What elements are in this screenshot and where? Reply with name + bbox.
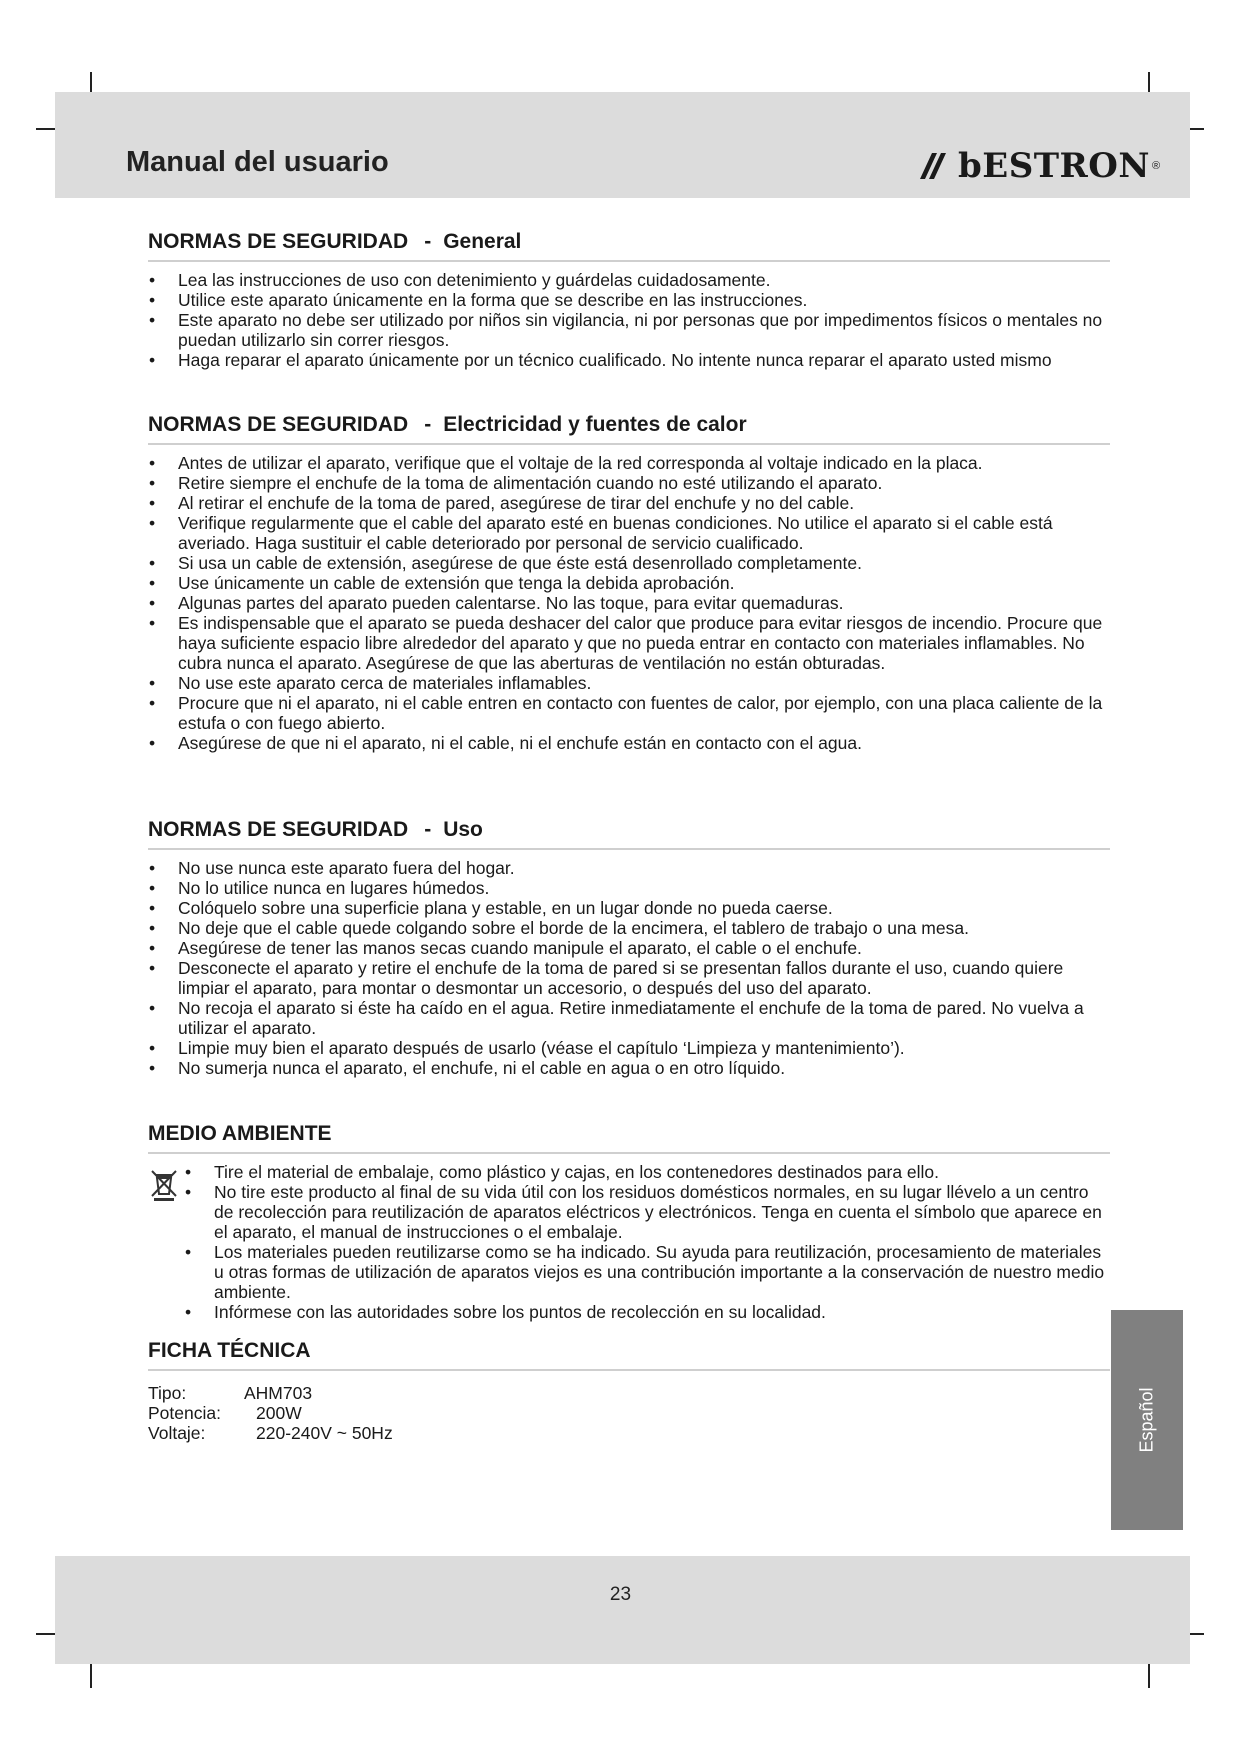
spec-value: AHM703 xyxy=(244,1383,313,1403)
list-item: • Es indispensable que el aparato se pueda deshacer del calor que produce para evitar riesgos de incendio. Procure que haya suficiente espacio libre alrededor del aparato y que no pueda entrar en contacto con materiales inflamables. No cubra nunca el aparato. Asegúrese de que las aberturas de ventilación no están obturadas. xyxy=(148,613,1110,673)
spec-row xyxy=(148,1403,1110,1423)
list-item: • Tire el material de embalaje, como plástico y cajas, en los contenedores destinados para ello. xyxy=(184,1162,1110,1182)
spec-label: Potencia: xyxy=(148,1403,221,1423)
list-item: • Limpie muy bien el aparato después de usarlo (véase el capítulo ‘Limpieza y mantenimiento’). xyxy=(148,1038,1110,1058)
list-item: • Al retirar el enchufe de la toma de pared, asegúrese de tirar del enchufe y no del cable. xyxy=(148,493,1110,513)
list-item: • Haga reparar el aparato únicamente por un técnico cualificado. No intente nunca reparar el aparato usted mismo xyxy=(148,350,1110,370)
footer-band xyxy=(55,1556,1190,1664)
spec-row xyxy=(148,1383,1110,1403)
bullet-list xyxy=(148,1162,1110,1322)
section-medio-ambiente xyxy=(148,1122,1110,1322)
list-item: • No deje que el cable quede colgando sobre el borde de la encimera, el tablero de trabajo o una mesa. xyxy=(148,918,1110,938)
list-item: • Asegúrese de que ni el aparato, ni el cable, ni el enchufe están en contacto con el agua. xyxy=(148,733,1110,753)
list-item: • Verifique regularmente que el cable del aparato esté en buenas condiciones. No utilice el aparato si el cable está averiado. Haga sustituir el cable deteriorado por personal de servicio cualificado. xyxy=(148,513,1110,553)
list-item: • Utilice este aparato únicamente en la forma que se describe en las instrucciones. xyxy=(148,290,1110,310)
section-electricidad xyxy=(148,413,1110,753)
section-uso xyxy=(148,818,1110,1078)
list-item: • No use nunca este aparato fuera del hogar. xyxy=(148,858,1110,878)
section-general xyxy=(148,230,1110,370)
list-item: • Infórmese con las autoridades sobre los puntos de recolección en su localidad. xyxy=(184,1302,1110,1322)
section-heading: NORMAS DE SEGURIDAD - Electricidad y fuentes de calor xyxy=(148,413,1110,445)
brand-logo xyxy=(918,144,1160,188)
spec-label: Voltaje: xyxy=(148,1423,206,1443)
list-item: • Los materiales pueden reutilizarse como se ha indicado. Su ayuda para reutilización, procesamiento de materiales u otras formas de utilización de aparatos viejos es una contribución importante a la conservación de nuestro medio ambiente. xyxy=(184,1242,1110,1302)
list-item: • Asegúrese de tener las manos secas cuando manipule el aparato, el cable o el enchufe. xyxy=(148,938,1110,958)
list-item: • Procure que ni el aparato, ni el cable entren en contacto con fuentes de calor, por ejemplo, con una placa caliente de la estufa o con fuego abierto. xyxy=(148,693,1110,733)
spec-row xyxy=(148,1423,1110,1443)
bullet-list xyxy=(148,858,1110,1078)
list-item: • No lo utilice nunca en lugares húmedos. xyxy=(148,878,1110,898)
list-item: • Colóquelo sobre una superficie plana y estable, en un lugar donde no pueda caerse. xyxy=(148,898,1110,918)
section-heading: NORMAS DE SEGURIDAD - General xyxy=(148,230,1110,262)
list-item: • Si usa un cable de extensión, asegúrese de que éste está desenrollado completamente. xyxy=(148,553,1110,573)
list-item: • Retire siempre el enchufe de la toma de alimentación cuando no esté utilizando el aparato. xyxy=(148,473,1110,493)
spec-table xyxy=(148,1383,1110,1443)
list-item: • Use únicamente un cable de extensión que tenga la debida aprobación. xyxy=(148,573,1110,593)
page-number: 23 xyxy=(609,1584,632,1605)
registered-mark: ® xyxy=(1152,160,1161,172)
list-item: • No recoja el aparato si éste ha caído en el agua. Retire inmediatamente el enchufe de la toma de pared. No vuelva a utilizar el aparato. xyxy=(148,998,1110,1038)
list-item: • No tire este producto al final de su vida útil con los residuos domésticos normales, en su lugar llévelo a un centro de recolección para reutilización de aparatos eléctricos y electrónicos. Tenga en cuenta el símbolo que aparece en el aparato, el manual de instrucciones o el embalaje. xyxy=(184,1182,1110,1242)
language-tab xyxy=(1111,1310,1183,1530)
bullet-list xyxy=(148,270,1110,370)
spec-value: 220-240V ~ 50Hz xyxy=(256,1423,393,1443)
spec-label: Tipo: xyxy=(148,1383,187,1403)
bullet-list xyxy=(148,453,1110,753)
page-title: Manual del usuario xyxy=(126,146,389,178)
section-heading: FICHA TÉCNICA xyxy=(148,1339,1110,1371)
section-heading: NORMAS DE SEGURIDAD - Uso xyxy=(148,818,1110,850)
list-item: • Este aparato no debe ser utilizado por niños sin vigilancia, ni por personas que por impedimentos físicos o mentales no puedan utilizarlo sin correr riesgos. xyxy=(148,310,1110,350)
list-item: • No use este aparato cerca de materiales inflamables. xyxy=(148,673,1110,693)
list-item: • Lea las instrucciones de uso con detenimiento y guárdelas cuidadosamente. xyxy=(148,270,1110,290)
list-item: • Antes de utilizar el aparato, verifique que el voltaje de la red corresponda al voltaje indicado en la placa. xyxy=(148,453,1110,473)
list-item: • Algunas partes del aparato pueden calentarse. No las toque, para evitar quemaduras. xyxy=(148,593,1110,613)
spec-value: 200W xyxy=(256,1403,302,1423)
list-item: • Desconecte el aparato y retire el enchufe de la toma de pared si se presentan fallos durante el uso, cuando quiere limpiar el aparato, para montar o desmontar un accesorio, o después del uso del aparato. xyxy=(148,958,1110,998)
environment-block xyxy=(148,1162,1110,1322)
section-ficha-tecnica xyxy=(148,1339,1110,1443)
chevron-logo-icon xyxy=(918,149,952,183)
list-item: • No sumerja nunca el aparato, el enchufe, ni el cable en agua o en otro líquido. xyxy=(148,1058,1110,1078)
weee-bin-icon xyxy=(148,1168,180,1202)
brand-name: bESTRON xyxy=(958,146,1150,186)
section-heading: MEDIO AMBIENTE xyxy=(148,1122,1110,1154)
language-tab-label: Español xyxy=(1136,1387,1157,1453)
